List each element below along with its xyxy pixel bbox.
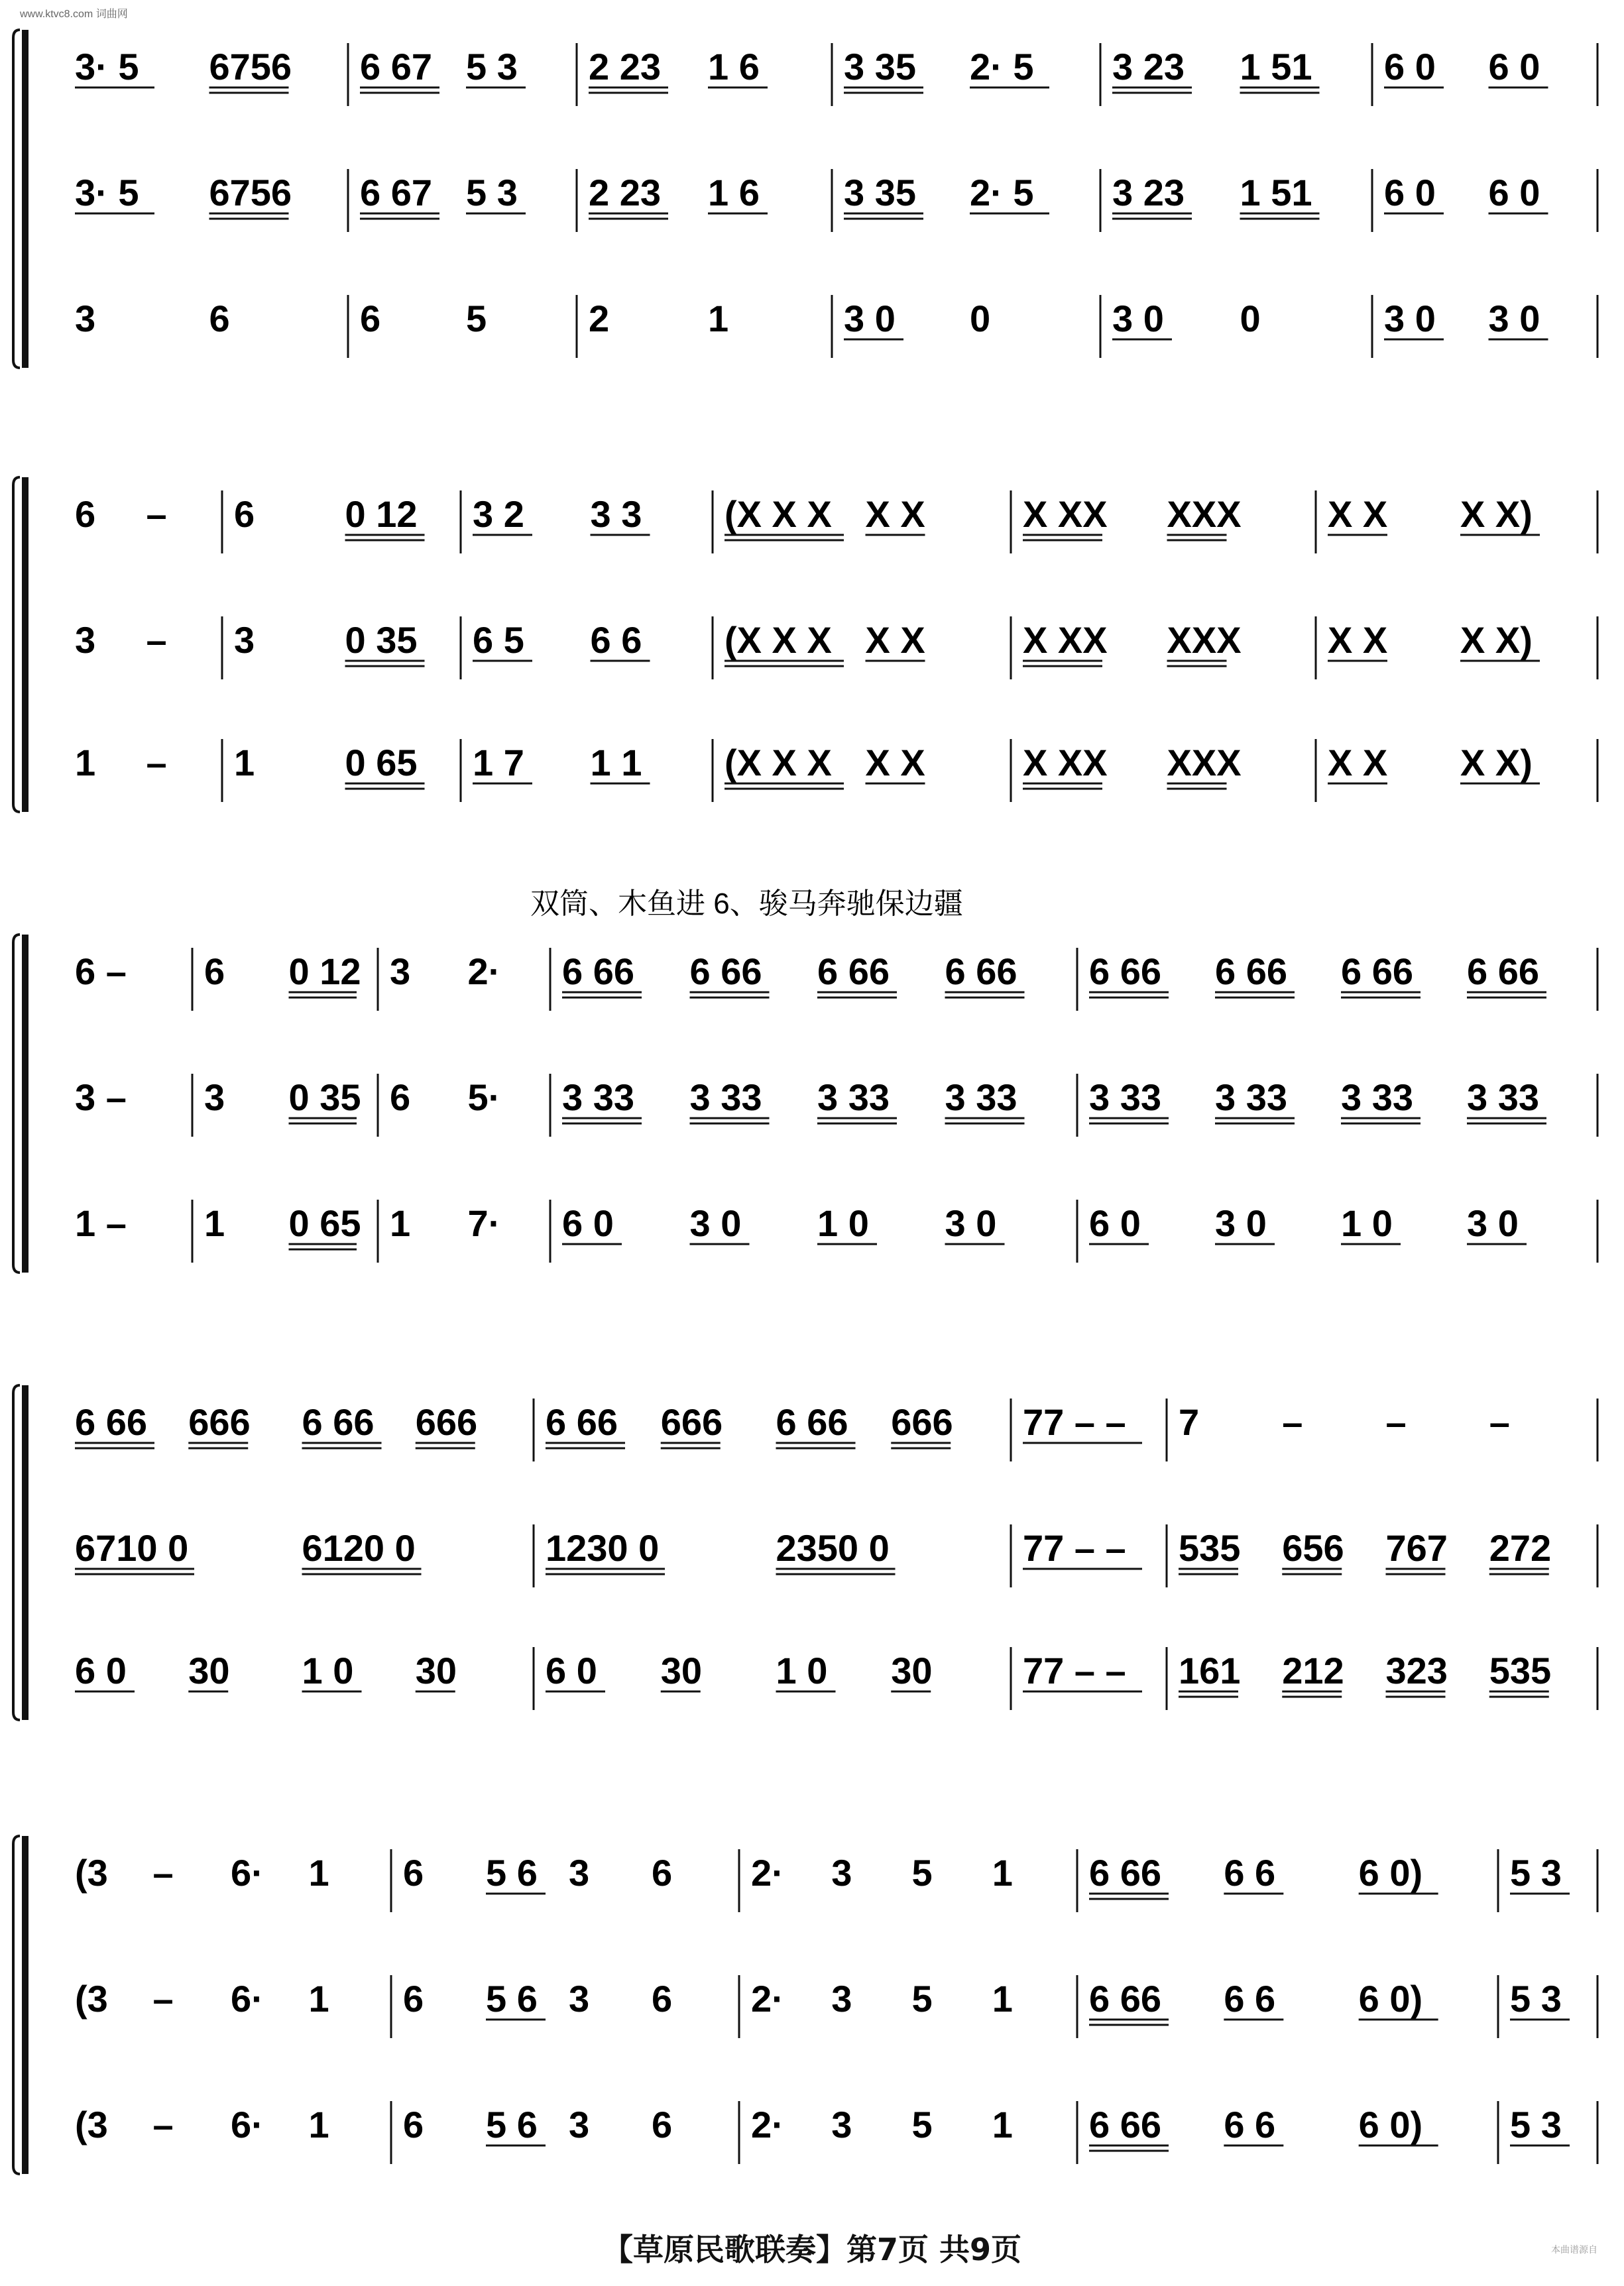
note-group: 5 6	[486, 1852, 538, 1894]
note-group: 3	[75, 619, 96, 661]
note-group: 6 0	[75, 1650, 127, 1691]
note-group: X XX	[1023, 493, 1108, 535]
note-group: 6 0)	[1358, 1852, 1423, 1894]
note-group: X X	[865, 493, 925, 535]
note-group: 5 3	[466, 172, 518, 213]
note-group: –	[1489, 1401, 1510, 1443]
note-group: 2·	[751, 1978, 784, 2020]
note-group: 1 0	[1341, 1202, 1393, 1244]
note-group: 1	[308, 1978, 329, 2020]
score-system-1	[13, 30, 1597, 368]
note-group: 6 0	[1488, 46, 1540, 87]
note-group: 6	[652, 2104, 673, 2145]
note-group: 77 – –	[1023, 1650, 1126, 1691]
note-group: 3 23	[1112, 46, 1185, 87]
note-group: XXX	[1167, 493, 1242, 535]
note-group: 3 0	[844, 298, 896, 339]
note-group: 2· 5	[970, 172, 1034, 213]
note-group: 6	[390, 1076, 411, 1118]
score-system-2	[13, 477, 1597, 812]
note-group: 2350 0	[776, 1527, 890, 1569]
note-group: 6 66	[562, 950, 634, 992]
note-group: 3 0	[945, 1202, 997, 1244]
note-group: 6	[652, 1978, 673, 2020]
note-group: 3 0	[1112, 298, 1164, 339]
note-group: 5	[911, 1852, 933, 1894]
note-group: 6120 0	[302, 1527, 416, 1569]
note-group: 5	[911, 2104, 933, 2145]
note-group: (X X X	[725, 493, 832, 535]
note-group: 6 66	[1089, 1852, 1161, 1894]
note-group: 3 0	[1384, 298, 1436, 339]
note-group: (X X X	[725, 742, 832, 783]
note-group: 3 0	[1488, 298, 1540, 339]
note-group: 5 6	[486, 2104, 538, 2145]
note-group: 3 0	[1467, 1202, 1519, 1244]
note-group: 3 3	[590, 493, 642, 535]
note-group: 656	[1282, 1527, 1344, 1569]
note-group: 1	[992, 1852, 1013, 1894]
system-bracket	[13, 1385, 20, 1720]
note-group: 5 3	[466, 46, 518, 87]
note-group: X X)	[1460, 742, 1533, 783]
note-group: 1 1	[590, 742, 642, 783]
note-group: 6	[209, 298, 230, 339]
note-group: 6 66	[1467, 950, 1539, 992]
note-group: 0	[1240, 298, 1261, 339]
note-group: X X	[865, 619, 925, 661]
note-group: X X	[865, 742, 925, 783]
note-group: 2·	[751, 2104, 784, 2145]
note-group: (X X X	[725, 619, 832, 661]
note-group: 3 35	[844, 46, 916, 87]
note-group: 2 23	[589, 46, 661, 87]
note-group: 6 66	[546, 1401, 618, 1443]
note-group: –	[146, 619, 167, 661]
note-group: 6 –	[75, 950, 127, 992]
note-group: 6 66	[302, 1401, 375, 1443]
note-group: (3	[75, 1852, 108, 1894]
note-group: 3	[234, 619, 255, 661]
note-group: 1	[75, 742, 96, 783]
note-group: 3 33	[1341, 1076, 1413, 1118]
note-group: 6 66	[817, 950, 890, 992]
page-footer: 【草原民歌联奏】第7页 共9页	[602, 2232, 1022, 2267]
note-group: 1	[308, 1852, 329, 1894]
note-group: 6	[75, 493, 96, 535]
note-group: 6 0	[1089, 1202, 1141, 1244]
note-group: 6756	[209, 46, 292, 87]
note-group: (3	[75, 1978, 108, 2020]
note-group: –	[152, 2104, 174, 2145]
note-group: 7·	[467, 1202, 501, 1244]
system-bracket	[13, 1836, 20, 2174]
note-group: 5 6	[486, 1978, 538, 2020]
note-group: 212	[1282, 1650, 1344, 1691]
note-group: –	[1282, 1401, 1303, 1443]
note-group: 1	[234, 742, 255, 783]
note-group: 3 33	[689, 1076, 762, 1118]
note-group: 6	[403, 2104, 424, 2145]
note-group: 3	[831, 2104, 852, 2145]
note-group: 5	[466, 298, 487, 339]
note-group: 6·	[231, 1852, 264, 1894]
note-group: 3 23	[1112, 172, 1185, 213]
note-group: 6 66	[75, 1401, 147, 1443]
note-group: 6 0)	[1358, 1978, 1423, 2020]
score-system-4	[13, 1385, 1597, 1720]
note-group: 3· 5	[75, 46, 139, 87]
note-group: 5 3	[1510, 1852, 1562, 1894]
note-group: 6	[360, 298, 381, 339]
note-group: 1	[708, 298, 729, 339]
note-group: 1	[204, 1202, 225, 1244]
note-group: 1 6	[708, 46, 760, 87]
note-group: 6	[403, 1978, 424, 2020]
note-group: 1 6	[708, 172, 760, 213]
note-group: X X)	[1460, 493, 1533, 535]
note-group: 535	[1179, 1527, 1241, 1569]
note-group: 6 6	[1224, 1852, 1276, 1894]
note-group: 6	[234, 493, 255, 535]
note-group: –	[1385, 1401, 1407, 1443]
note-group: X XX	[1023, 619, 1108, 661]
note-group: 30	[415, 1650, 457, 1691]
note-group: 3 0	[1215, 1202, 1267, 1244]
note-group: 5 3	[1510, 1978, 1562, 2020]
note-group: 3 33	[817, 1076, 890, 1118]
note-group: 1 51	[1240, 172, 1312, 213]
note-group: 6 0	[562, 1202, 614, 1244]
system-bracket	[13, 30, 20, 368]
note-group: 6 66	[1341, 950, 1413, 992]
note-group: X X	[1328, 493, 1388, 535]
note-group: 6 67	[360, 46, 432, 87]
note-group: XXX	[1167, 619, 1242, 661]
note-group: 6710 0	[75, 1527, 189, 1569]
note-group: 3· 5	[75, 172, 139, 213]
site-url: www.ktvc8.com 词曲网	[20, 9, 128, 20]
note-group: 0 65	[345, 742, 418, 783]
note-group: X X	[1328, 742, 1388, 783]
note-group: 5 3	[1510, 2104, 1562, 2145]
note-group: 161	[1179, 1650, 1241, 1691]
note-group: 77 – –	[1023, 1527, 1126, 1569]
note-group: 77 – –	[1023, 1401, 1126, 1443]
note-group: 1 7	[473, 742, 524, 783]
note-group: 3 35	[844, 172, 916, 213]
note-group: 0 65	[288, 1202, 361, 1244]
note-group: 3	[569, 2104, 590, 2145]
note-group: 272	[1489, 1527, 1552, 1569]
note-group: 0 12	[288, 950, 361, 992]
note-group: 5·	[467, 1076, 501, 1118]
note-group: 0 35	[345, 619, 418, 661]
note-group: 7	[1179, 1401, 1200, 1443]
note-group: X XX	[1023, 742, 1108, 783]
note-group: 6	[204, 950, 225, 992]
note-group: 6756	[209, 172, 292, 213]
note-group: 6 66	[776, 1401, 848, 1443]
note-group: 3 –	[75, 1076, 127, 1118]
note-group: 6 6	[1224, 2104, 1276, 2145]
note-group: 3 33	[1215, 1076, 1287, 1118]
note-group: 3 33	[1467, 1076, 1539, 1118]
note-group: 30	[891, 1650, 933, 1691]
score-system-5	[13, 1836, 1597, 2174]
note-group: 3 33	[945, 1076, 1017, 1118]
note-group: 1	[992, 2104, 1013, 2145]
note-group: –	[152, 1852, 174, 1894]
note-group: 535	[1489, 1650, 1552, 1691]
note-group: –	[146, 493, 167, 535]
note-group: 0	[970, 298, 991, 339]
note-group: X X)	[1460, 619, 1533, 661]
note-group: 1230 0	[546, 1527, 660, 1569]
note-group: 6·	[231, 2104, 264, 2145]
note-group: 767	[1385, 1527, 1448, 1569]
note-group: 3	[204, 1076, 225, 1118]
note-group: 6 66	[1215, 950, 1287, 992]
note-group: 6 0	[1384, 46, 1436, 87]
note-group: 2·	[751, 1852, 784, 1894]
note-group: –	[146, 742, 167, 783]
note-group: 1	[390, 1202, 411, 1244]
note-group: 3	[569, 1852, 590, 1894]
note-group: 2	[589, 298, 610, 339]
note-group: (3	[75, 2104, 108, 2145]
note-group: 6·	[231, 1978, 264, 2020]
note-group: 1 0	[817, 1202, 869, 1244]
score-system-3	[13, 935, 1597, 1273]
corner-mark: 本曲谱源自	[1551, 2244, 1597, 2255]
note-group: 3	[569, 1978, 590, 2020]
note-group: 6 6	[1224, 1978, 1276, 2020]
note-group: 5	[911, 1978, 933, 2020]
note-group: 6 0	[1384, 172, 1436, 213]
note-group: 1 –	[75, 1202, 127, 1244]
note-group: 3	[831, 1852, 852, 1894]
note-group: 3 0	[689, 1202, 742, 1244]
system-bracket	[13, 477, 20, 812]
note-group: 6 0	[546, 1650, 597, 1691]
note-group: 6 66	[1089, 2104, 1161, 2145]
instrument-annotation: 双筒、木鱼进 6、骏马奔驰保边疆	[530, 887, 963, 920]
note-group: 323	[1385, 1650, 1448, 1691]
note-group: 1 0	[776, 1650, 828, 1691]
note-group: 6 6	[590, 619, 642, 661]
note-group: 1	[308, 2104, 329, 2145]
note-group: 1 0	[302, 1650, 354, 1691]
note-group: XXX	[1167, 742, 1242, 783]
note-group: 0 35	[288, 1076, 361, 1118]
note-group: 3 33	[1089, 1076, 1161, 1118]
note-group: 30	[660, 1650, 703, 1691]
note-group: 6 66	[689, 950, 762, 992]
note-group: 1 51	[1240, 46, 1312, 87]
note-group: 3	[390, 950, 411, 992]
note-group: 666	[891, 1401, 953, 1443]
note-group: 6 66	[1089, 1978, 1161, 2020]
note-group: 3 33	[562, 1076, 634, 1118]
note-group: 3	[831, 1978, 852, 2020]
note-group: 6 5	[473, 619, 524, 661]
note-group: 666	[188, 1401, 251, 1443]
note-group: 6	[403, 1852, 424, 1894]
note-group: 1	[992, 1978, 1013, 2020]
note-group: 666	[415, 1401, 478, 1443]
note-group: 30	[188, 1650, 230, 1691]
note-group: 6	[652, 1852, 673, 1894]
note-group: 6 67	[360, 172, 432, 213]
note-group: 666	[660, 1401, 723, 1443]
system-bracket	[13, 935, 20, 1273]
note-group: 2· 5	[970, 46, 1034, 87]
note-group: 2 23	[589, 172, 661, 213]
note-group: 6 0	[1488, 172, 1540, 213]
note-group: 2·	[467, 950, 501, 992]
note-group: 0 12	[345, 493, 418, 535]
note-group: –	[152, 1978, 174, 2020]
note-group: 6 66	[1089, 950, 1161, 992]
note-group: X X	[1328, 619, 1388, 661]
note-group: 3 2	[473, 493, 524, 535]
note-group: 3	[75, 298, 96, 339]
note-group: 6 0)	[1358, 2104, 1423, 2145]
note-group: 6 66	[945, 950, 1017, 992]
